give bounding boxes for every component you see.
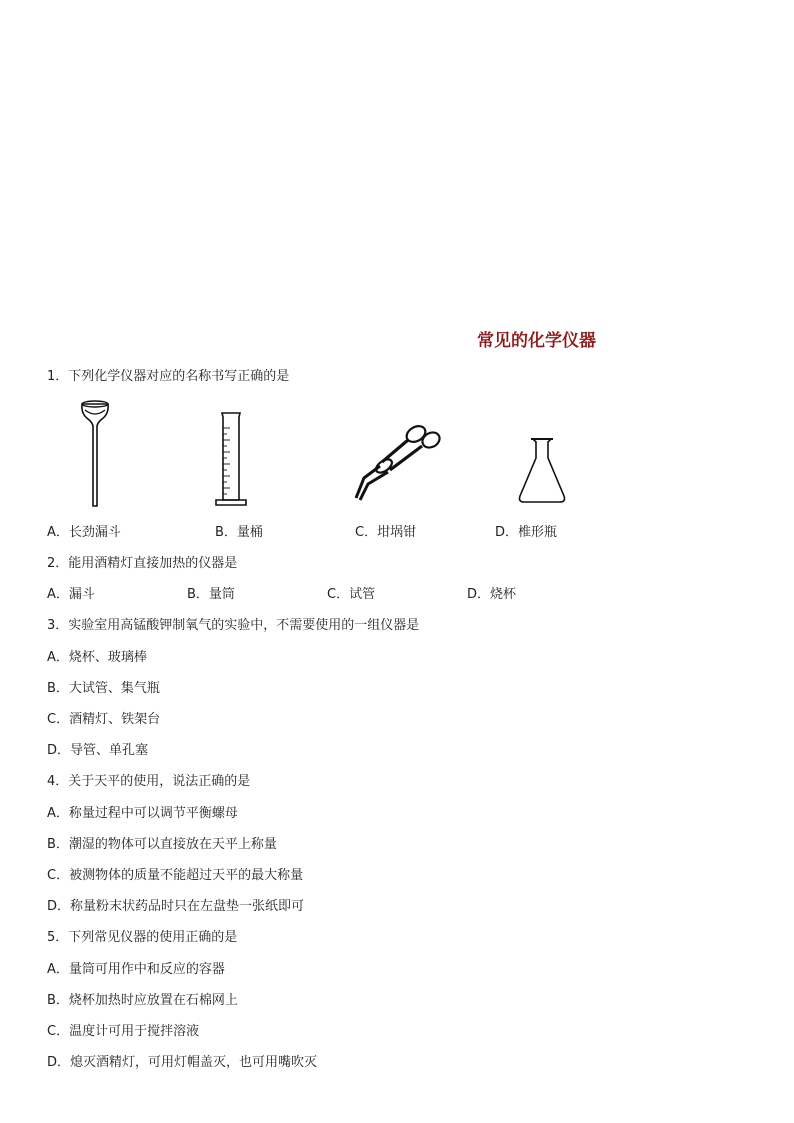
option-a[interactable]: A．量筒可用作中和反应的容器 [47,962,225,977]
question-1-options [47,524,747,542]
question-4-stem: 4．关于天平的使用，说法正确的是 [47,774,251,789]
option-a[interactable]: A．烧杯、玻璃棒 [47,650,147,665]
long-stem-funnel-figure [78,398,112,510]
option-d[interactable]: D．导管、单孔塞 [47,743,149,758]
question-3-stem: 3．实验室用高锰酸钾制氧气的实验中，不需要使用的一组仪器是 [47,618,420,633]
option-d[interactable]: D．椎形瓶 [495,525,558,540]
question-5-stem: 5．下列常见仪器的使用正确的是 [47,930,238,945]
option-b[interactable]: B．潮湿的物体可以直接放在天平上称量 [47,837,277,852]
option-b[interactable]: B．量筒 [187,587,235,602]
option-c[interactable]: C．试管 [327,587,376,602]
option-a[interactable]: A．漏斗 [47,587,95,602]
option-d[interactable]: D．烧杯 [467,587,517,602]
option-b[interactable]: B．烧杯加热时应放置在石棉网上 [47,993,238,1008]
option-c[interactable]: C．坩埚钳 [355,525,417,540]
option-d[interactable]: D．称量粉末状药品时只在左盘垫一张纸即可 [47,899,305,914]
question-1-stem: 1．下列化学仪器对应的名称书写正确的是 [47,369,290,384]
option-a[interactable]: A．长劲漏斗 [47,525,121,540]
option-b[interactable]: B．量桶 [215,525,263,540]
page-title: 常见的化学仪器 [477,331,596,351]
option-c[interactable]: C．温度计可用于搅拌溶液 [47,1024,200,1039]
option-b[interactable]: B．大试管、集气瓶 [47,681,160,696]
option-c[interactable]: C．被测物体的质量不能超过天平的最大称量 [47,868,304,883]
crucible-tongs-figure [350,418,446,504]
option-a[interactable]: A．称量过程中可以调节平衡螺母 [47,806,238,821]
question-2-stem: 2．能用酒精灯直接加热的仪器是 [47,556,238,571]
graduated-cylinder-figure [213,410,249,508]
option-c[interactable]: C．酒精灯、铁架台 [47,712,161,727]
option-d[interactable]: D．熄灭酒精灯，可用灯帽盖灭，也可用嘴吹灭 [47,1055,318,1070]
question-2-options [47,586,747,604]
erlenmeyer-flask-figure [514,434,570,506]
